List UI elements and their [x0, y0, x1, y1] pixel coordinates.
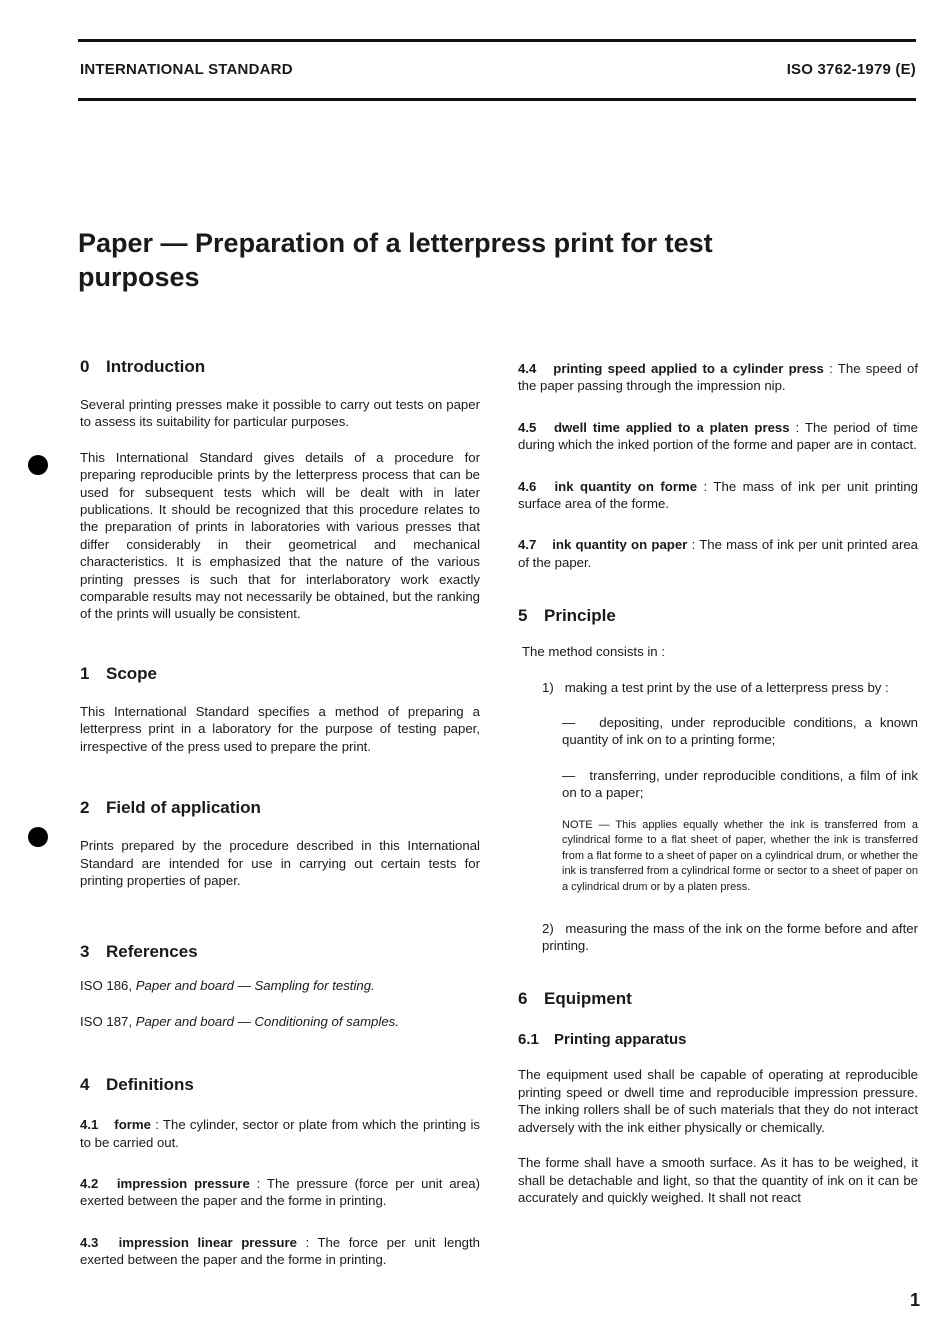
principle-dash-item: — depositing, under reproducible conditions, a known quantity of ink on to a printing forme; — [562, 715, 918, 748]
page-number: 1 — [909, 1290, 920, 1310]
header-bottom-rule — [78, 98, 916, 101]
subsection-heading-printing-apparatus: 6.1 Printing apparatus — [518, 1031, 687, 1049]
reference-item: ISO 187, Paper and board — Conditioning of samples. — [80, 1013, 399, 1029]
principle-dash-item: — transferring, under reproducible conditions, a film of ink on to a paper; — [562, 767, 918, 801]
section-heading-references: 3 References — [80, 942, 198, 962]
section-heading-field-of-application: 2 Field of application — [80, 798, 261, 818]
definition-item: 4.1 forme : The cylinder, sector or plate from which the printing is to be carried out. — [80, 1117, 481, 1150]
right-column — [518, 356, 918, 1206]
principle-lead: The method consists in : — [522, 644, 665, 660]
introduction-paragraph-1: Several printing presses make it possible to carry out tests on paper to assess its suitability for particular purposes. — [80, 397, 480, 430]
section-heading-principle: 5 Principle — [518, 606, 616, 626]
principle-note: NOTE — This applies equally whether the ink is transferred from a cylindrical forme to a flat sheet of paper, whether the ink is transferred from a flat forme to a sheet of paper on a cylindrical drum, or whether the ink is transferred from a cylindrical forme or sector to a sheet of paper on a cylindrical drum or by a platen press. — [562, 818, 918, 894]
left-column — [80, 356, 480, 1269]
margin-bullet-icon — [28, 455, 48, 475]
principle-step-2: 2) measuring the mass of the ink on the forme before and after printing. — [542, 920, 918, 954]
equipment-paragraph-2: The forme shall have a smooth surface. As it has to be weighed, it shall be detachable and light, so that the quantity of ink on it can be accurately and quickly weighed. It shall not react — [518, 1155, 918, 1205]
principle-step-1: 1) making a test print by the use of a letterpress press by : — [542, 679, 889, 695]
definition-item: 4.5 dwell time applied to a platen press : The period of time during which the inked portion of the forme and paper are in contact. — [518, 419, 918, 453]
section-heading-equipment: 6 Equipment — [518, 989, 632, 1009]
definition-item: 4.4 printing speed applied to a cylinder press : The speed of the paper passing through the impression nip. — [518, 361, 918, 394]
section-heading-introduction: 0 Introduction — [80, 357, 206, 376]
equipment-paragraph-1: The equipment used shall be capable of operating at reproducible printing speed or dwell time and reproducible impression pressure. The inking rollers shall be of such materials that they do not interact adversely with the ink either physically or chemically. — [518, 1067, 918, 1135]
definition-item: 4.2 impression pressure : The pressure (force per unit area) exerted between the paper and the forme in printing. — [80, 1175, 481, 1209]
section-heading-scope: 1 Scope — [80, 663, 158, 683]
field-of-application-paragraph: Prints prepared by the procedure described in this International Standard are intended for use in carrying out certain tests for printing properties of paper. — [80, 838, 480, 888]
section-heading-definitions: 4 Definitions — [80, 1075, 194, 1095]
introduction-paragraph-2: This International Standard gives details of a procedure for preparing reproducible prints by the letterpress process that can be used for subsequent tests which will be dealt with in later publications. It should be recognized that this procedure relates to the preparation of prints in laboratories with various presses that differ considerably in their geometrical and mechanical characteristics. It is emphasized that the nature of the various printing presses is such that for interlaboratory work exactly comparable results may not necessarily be obtained, but the ranking of the prints will usually be consistent. — [80, 449, 480, 622]
margin-bullet-icon — [28, 827, 48, 847]
header-top-rule — [78, 39, 916, 42]
definition-item: 4.7 ink quantity on paper : The mass of ink per unit printed area of the paper. — [518, 537, 919, 570]
scope-paragraph: This International Standard specifies a method of preparing a letterpress print in a laboratory for the purpose of testing paper, irrespective of the press used to prepare the print. — [80, 703, 480, 754]
header-standard-label: INTERNATIONAL STANDARD — [80, 61, 293, 78]
definition-item: 4.3 impression linear pressure : The force per unit length exerted between the paper and the forme in printing. — [80, 1234, 480, 1268]
document-title: Paper — Preparation of a letterpress print for test purposes — [78, 228, 713, 292]
reference-item: ISO 186, Paper and board — Sampling for testing. — [80, 978, 375, 994]
header-standard-number: ISO 3762-1979 (E) — [786, 61, 916, 78]
definition-item: 4.6 ink quantity on forme : The mass of ink per unit printing surface area of the forme. — [518, 478, 918, 512]
